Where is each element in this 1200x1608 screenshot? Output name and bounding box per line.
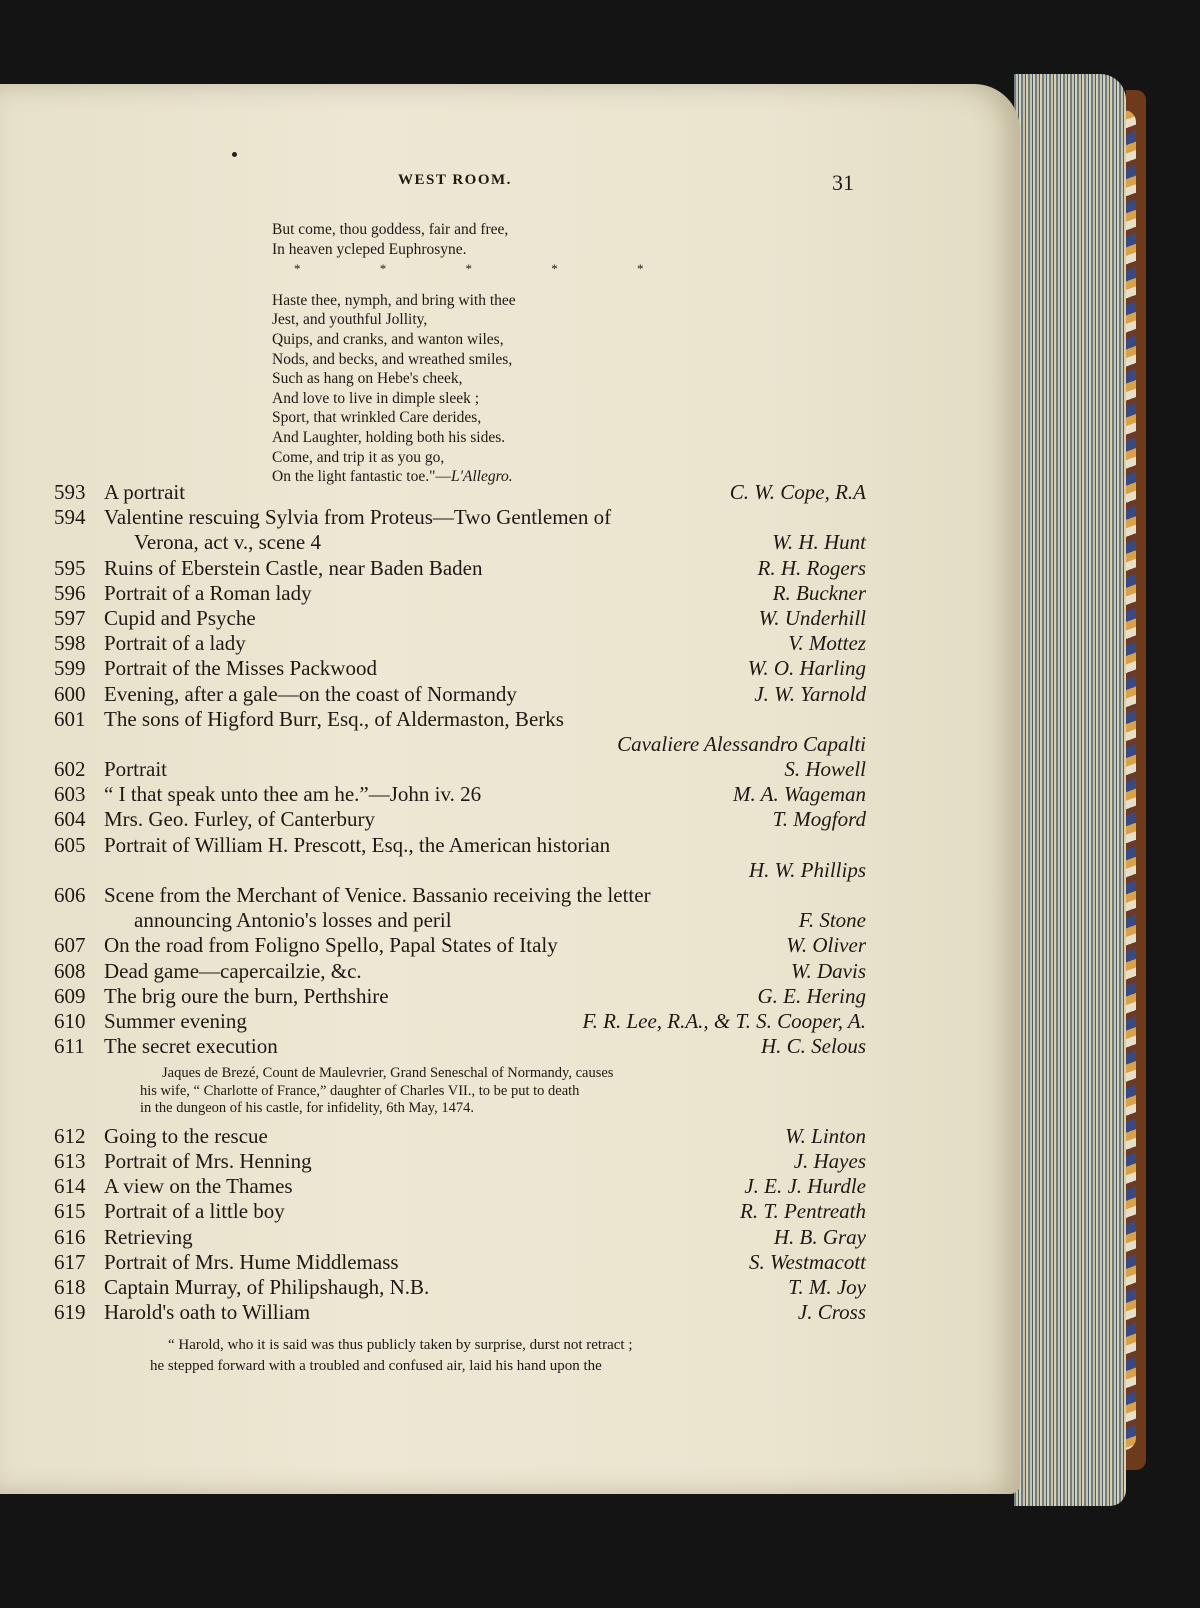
entry-number: 597 — [54, 605, 86, 630]
poem-line: Haste thee, nymph, and bring with thee — [272, 291, 516, 309]
entry-number: 595 — [54, 555, 86, 580]
entry-title: Portrait of a Roman lady — [104, 580, 312, 605]
entry-artist: R. Buckner — [772, 580, 866, 605]
entry-number: 605 — [54, 832, 86, 857]
entry-number: 615 — [54, 1199, 86, 1224]
poem-epigraph — [272, 220, 682, 487]
poem-gap — [272, 279, 682, 291]
entry-number: 601 — [54, 706, 86, 731]
entry-title: Valentine rescuing Sylvia from Proteus—Two Gentlemen of — [104, 505, 612, 530]
entry-artist: J. E. J. Hurdle — [744, 1174, 866, 1199]
entry-artist: S. Westmacott — [748, 1249, 866, 1274]
entry-title: Captain Murray, of Philipshaugh, N.B. — [104, 1274, 430, 1299]
entry-number: 612 — [54, 1123, 86, 1148]
entry-title-cont: Verona, act v., scene 4 — [134, 530, 321, 555]
entry-artist: M. A. Wageman — [733, 782, 866, 807]
entry-number: 596 — [54, 580, 86, 605]
entry-title: The brig oure the burn, Perthshire — [104, 983, 389, 1008]
entry-number: 606 — [54, 883, 86, 907]
entry-title: Portrait of Mrs. Henning — [104, 1149, 312, 1173]
catalogue-entry — [54, 984, 866, 1009]
page-edges — [1014, 74, 1126, 1506]
running-header: WEST ROOM. — [398, 172, 512, 188]
entry-number: 599 — [54, 656, 86, 681]
poem-line: Nods, and becks, and wreathed smiles, — [272, 350, 513, 368]
quote-line: he stepped forward with a troubled and confused air, laid his hand upon the — [150, 1357, 602, 1374]
catalogue-entry — [54, 505, 866, 530]
entry-title: Portrait of the Misses Packwood — [104, 656, 377, 681]
entry-artist: R. T. Pentreath — [740, 1199, 866, 1224]
poem-line: Come, and trip it as you go, — [272, 448, 445, 466]
entry-artist: W. Underhill — [758, 605, 866, 630]
entry-number: 617 — [54, 1249, 86, 1274]
entry-artist: F. Stone — [798, 908, 866, 933]
entry-artist: F. R. Lee, R.A., & T. S. Cooper, A. — [582, 1008, 866, 1033]
entry-number: 613 — [54, 1149, 86, 1173]
entry-artist: T. Mogford — [772, 807, 866, 832]
catalogue-entry — [54, 933, 866, 958]
poem-attribution: L'Allegro. — [450, 468, 513, 486]
entry-number: 598 — [54, 631, 86, 656]
entry-artist: S. Howell — [784, 757, 866, 782]
poem-line: And love to live in dimple sleek ; — [272, 389, 480, 407]
entry-artist: J. Cross — [797, 1300, 866, 1325]
catalogue-entry — [54, 883, 866, 908]
catalogue-entry — [54, 1199, 866, 1224]
entry-title-cont: announcing Antonio's losses and peril — [134, 908, 452, 933]
entry-artist: W. Oliver — [786, 933, 866, 958]
note-line: Jaques de Brezé, Count de Maulevrier, Grand Seneschal of Normandy, causes — [162, 1065, 614, 1082]
entry-continuation — [54, 530, 866, 555]
catalogue-entry — [54, 1174, 866, 1199]
entry-title: Harold's oath to William — [104, 1300, 311, 1325]
poem-line: Quips, and cranks, and wanton wiles, — [272, 330, 504, 348]
entry-title: A portrait — [104, 480, 186, 504]
quote-line: “ Harold, who it is said was thus publicly taken by surprise, durst not retract ; — [168, 1337, 633, 1353]
poem-last-text: On the light fantastic toe."— — [272, 468, 451, 486]
entry-title: On the road from Foligno Spello, Papal States of Italy — [104, 933, 558, 958]
entry-artist: C. W. Cope, R.A — [729, 480, 866, 504]
poem-line: Such as hang on Hebe's cheek, — [272, 370, 463, 388]
entry-artist: J. Hayes — [793, 1149, 866, 1173]
catalogue-entry — [54, 807, 866, 832]
entry-number: 609 — [54, 983, 86, 1008]
catalogue-entry — [54, 1250, 866, 1275]
entry-title: Portrait of a lady — [104, 631, 246, 656]
entry-artist: H. B. Gray — [773, 1224, 866, 1249]
entry-artist: W. Davis — [790, 958, 866, 983]
page-number: 31 — [832, 170, 854, 195]
entry-number: 602 — [54, 757, 86, 782]
entry-artist: G. E. Hering — [757, 983, 866, 1008]
catalogue-entry — [54, 782, 866, 807]
entry-title: The sons of Higford Burr, Esq., of Aldermaston, Berks — [104, 706, 564, 731]
entry-continuation — [54, 908, 866, 933]
catalogue-entry — [54, 1225, 866, 1250]
entry-artist: T. M. Joy — [788, 1274, 866, 1299]
entry-title: “ I that speak unto thee am he.”—John iv. 26 — [104, 782, 482, 807]
entry-number: 604 — [54, 807, 86, 832]
entry-number: 616 — [54, 1224, 86, 1249]
catalogue-entry — [54, 1275, 866, 1300]
entry-title: Cupid and Psyche — [104, 605, 256, 630]
entry-artist-line — [54, 858, 866, 883]
entry-title: Scene from the Merchant of Venice. Bassanio receiving the letter — [104, 883, 651, 907]
poem-line: But come, thou goddess, fair and free, — [272, 221, 509, 238]
catalogue-entry — [54, 707, 866, 732]
entry-artist: W. H. Hunt — [772, 530, 866, 555]
ink-speck — [232, 152, 237, 157]
entry-number: 607 — [54, 933, 86, 958]
entry-artist: W. Linton — [785, 1123, 866, 1148]
entry-artist-line — [54, 732, 866, 757]
entry-number: 610 — [54, 1008, 86, 1033]
catalogue-entry — [54, 556, 866, 581]
entry-title: Summer evening — [104, 1008, 247, 1033]
catalogue-entry — [54, 656, 866, 681]
catalogue-entry — [54, 757, 866, 782]
entry-artist: J. W. Yarnold — [754, 681, 866, 706]
entry-611-note — [140, 1065, 830, 1118]
entry-title: Portrait — [104, 757, 167, 782]
note-line: his wife, “ Charlotte of France,” daughter of Charles VII., to be put to death — [140, 1082, 580, 1099]
entry-number: 594 — [54, 505, 86, 530]
catalogue-entry — [54, 959, 866, 984]
poem-line: And Laughter, holding both his sides. — [272, 428, 506, 446]
entry-number: 618 — [54, 1274, 86, 1299]
poem-line: Jest, and youthful Jollity, — [272, 311, 428, 329]
poem-line: Sport, that wrinkled Care derides, — [272, 409, 482, 427]
entry-number: 603 — [54, 782, 86, 807]
note-line: in the dungeon of his castle, for infidelity, 6th May, 1474. — [140, 1100, 474, 1117]
catalogue-entry — [54, 1124, 866, 1149]
entry-title: Ruins of Eberstein Castle, near Baden Baden — [104, 555, 483, 580]
poem-line: In heaven ycleped Euphrosyne. — [272, 240, 467, 258]
entry-title: Dead game—capercailzie, &c. — [104, 958, 362, 983]
catalogue-entry — [54, 1009, 866, 1034]
catalogue-entry — [54, 1034, 866, 1059]
entry-number: 593 — [54, 480, 86, 504]
entry-619-quote — [150, 1335, 800, 1376]
catalogue-entry — [54, 1300, 866, 1325]
entry-number: 611 — [54, 1034, 85, 1059]
entry-number: 619 — [54, 1300, 86, 1325]
entry-artist: W. O. Harling — [747, 656, 866, 681]
poem-stars: * * * * * — [294, 261, 682, 277]
entry-artist: V. Mottez — [788, 631, 866, 656]
entry-artist: H. W. Phillips — [748, 857, 866, 882]
entry-title: Mrs. Geo. Furley, of Canterbury — [104, 807, 376, 832]
entry-title: Evening, after a gale—on the coast of Normandy — [104, 681, 517, 706]
entry-number: 614 — [54, 1174, 86, 1199]
entry-title: Portrait of a little boy — [104, 1199, 285, 1224]
entry-number: 608 — [54, 958, 86, 983]
catalogue-entry — [54, 833, 866, 858]
entry-title: Going to the rescue — [104, 1123, 268, 1148]
catalogue-entry — [54, 480, 866, 505]
entry-artist: R. H. Rogers — [757, 555, 866, 580]
entry-title: Retrieving — [104, 1224, 193, 1249]
catalogue-entry — [54, 631, 866, 656]
catalogue-entry — [54, 581, 866, 606]
catalogue-entry — [54, 1149, 866, 1174]
catalogue-entries — [54, 480, 866, 1325]
catalogue-entry — [54, 606, 866, 631]
entry-title: Portrait of William H. Prescott, Esq., the American historian — [104, 832, 611, 857]
entry-title: A view on the Thames — [104, 1174, 293, 1199]
entry-title: Portrait of Mrs. Hume Middlemass — [104, 1249, 399, 1274]
entry-number: 600 — [54, 681, 86, 706]
entry-title: The secret execution — [104, 1034, 278, 1059]
catalogue-entry — [54, 682, 866, 707]
entry-artist: Cavaliere Alessandro Capalti — [617, 731, 866, 756]
entry-artist: H. C. Selous — [761, 1034, 866, 1059]
